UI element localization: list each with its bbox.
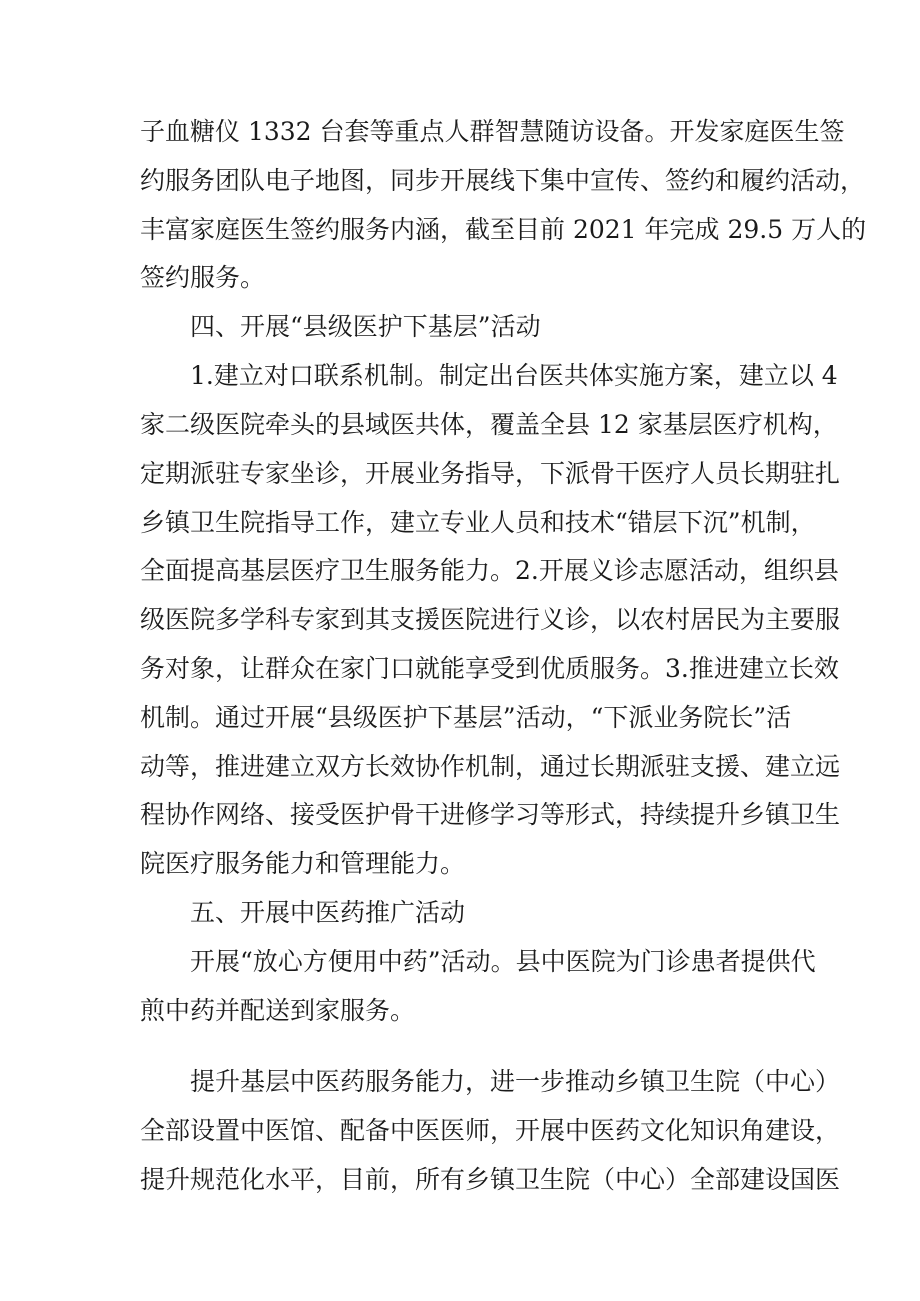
paragraph-3-line-1: 开展“放心方便用中药”活动。县中医院为门诊患者提供代 [190,947,816,976]
paragraph-2-line-4: 乡镇卫生院指导工作，建立专业人员和技术“错层下沉”机制， [140,508,816,537]
paragraph-1-line-4: 签约服务。 [140,263,266,292]
paragraph-1-line-3: 丰富家庭医生签约服务内涵，截至目前 2021 年完成 29.5 万人的 [140,215,867,244]
paragraph-2-line-8: 机制。通过开展“县级医护下基层”活动，“下派业务院长”活 [140,703,792,732]
paragraph-4-line-3: 提升规范化水平，目前，所有乡镇卫生院（中心）全部建设国医 [140,1165,841,1194]
paragraph-4-line-1: 提升基层中医药服务能力，进一步推动乡镇卫生院（中心） [190,1067,841,1096]
paragraph-4-line-2: 全部设置中医馆、配备中医医师，开展中医药文化知识角建设， [140,1116,841,1145]
section-heading-4: 四、开展“县级医护下基层”活动 [190,312,541,341]
paragraph-1-line-2: 约服务团队电子地图，同步开展线下集中宣传、签约和履约活动， [140,166,866,195]
paragraph-1-line-1: 子血糖仪 1332 台套等重点人群智慧随访设备。开发家庭医生签 [140,117,845,146]
paragraph-2-line-5: 全面提高基层医疗卫生服务能力。2.开展义诊志愿活动，组织县 [140,556,839,585]
paragraph-2-line-7: 务对象，让群众在家门口就能享受到优质服务。3.推进建立长效 [140,654,839,683]
paragraph-2-line-11: 院医疗服务能力和管理能力。 [140,849,466,878]
paragraph-2-line-9: 动等，推进建立双方长效协作机制，通过长期派驻支援、建立远 [140,752,841,781]
paragraph-2-line-10: 程协作网络、接受医护骨干进修学习等形式，持续提升乡镇卫生 [140,800,841,829]
paragraph-2-line-6: 级医院多学科专家到其支援医院进行义诊，以农村居民为主要服 [140,605,841,634]
paragraph-3-line-2: 煎中药并配送到家服务。 [140,996,416,1025]
paragraph-2-line-1: 1.建立对口联系机制。制定出台医共体实施方案，建立以 4 [190,361,838,390]
section-heading-5: 五、开展中医药推广活动 [190,898,466,927]
paragraph-2-line-3: 定期派驻专家坐诊，开展业务指导，下派骨干医疗人员长期驻扎 [140,459,841,488]
paragraph-2-line-2: 家二级医院牵头的县域医共体，覆盖全县 12 家基层医疗机构， [140,410,838,439]
